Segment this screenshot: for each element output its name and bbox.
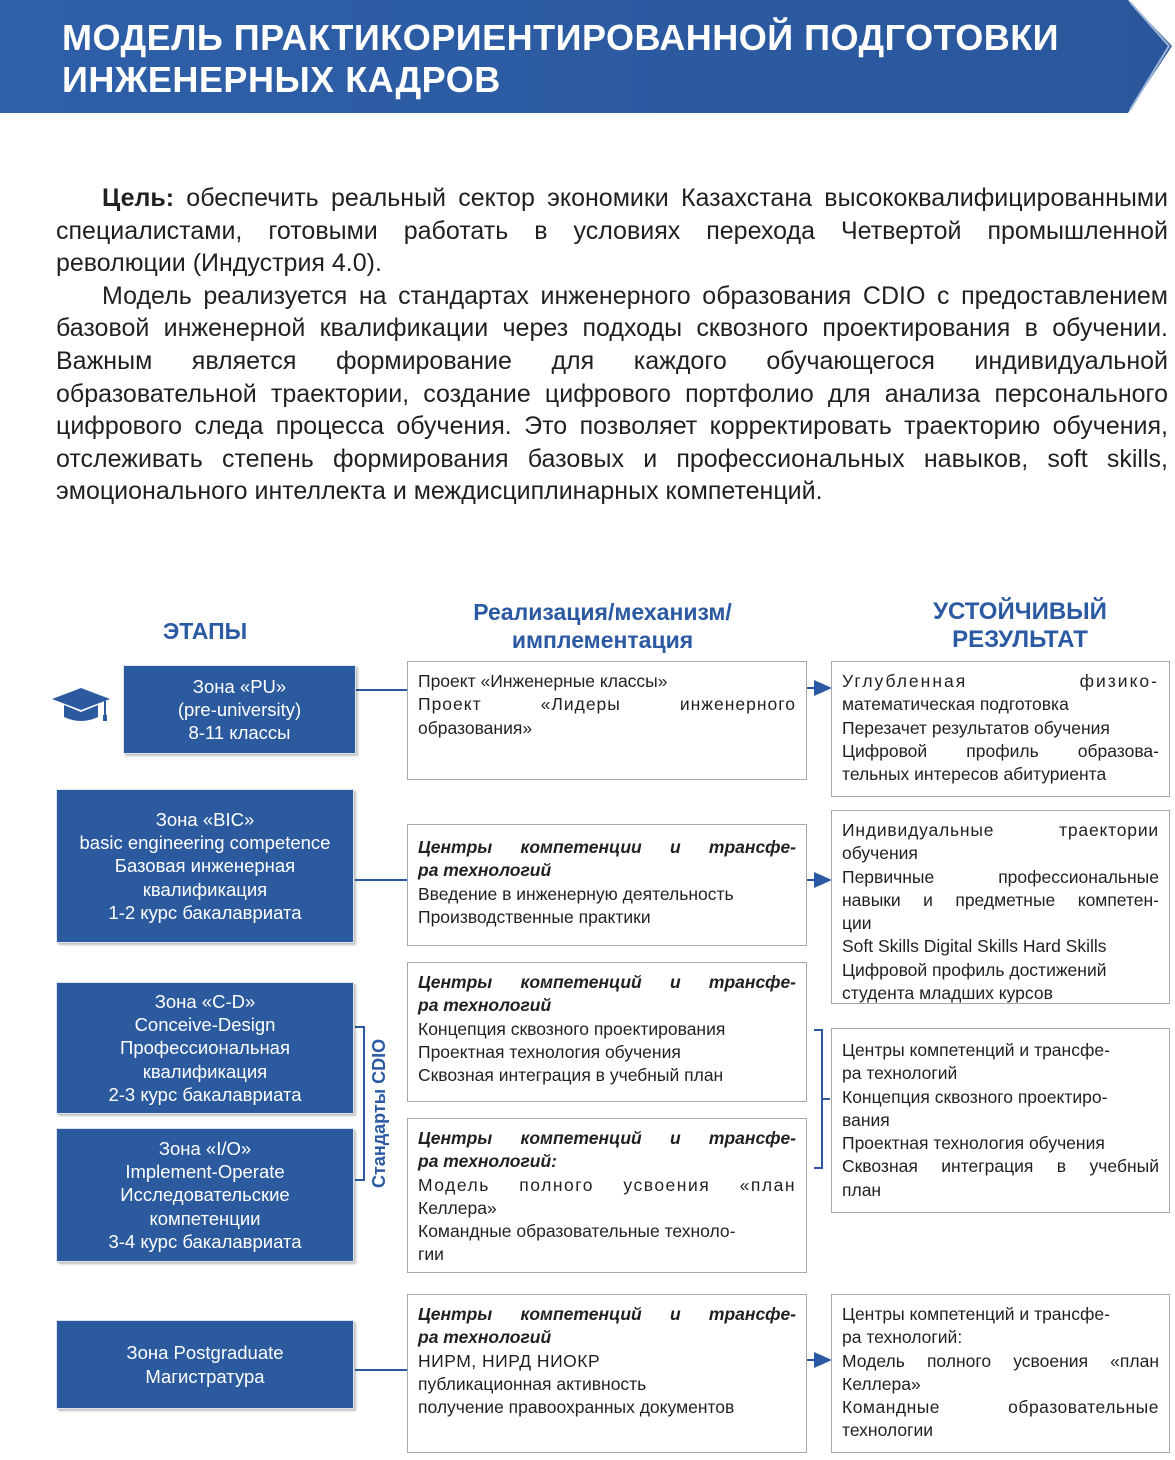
result-pu-line: Углубленная физико-	[842, 671, 1159, 691]
zone-pu-text: Зона «PU» (pre-university) 8-11 классы	[177, 675, 302, 744]
zone-postgraduate-text: Зона Postgraduate Магистратура	[126, 1342, 284, 1387]
result-cdio-line: план	[842, 1179, 882, 1200]
mechanism-cd-line: Концепция сквозного проектирования	[418, 1018, 726, 1039]
result-bic-line: Индивидуальные траектории	[842, 820, 1159, 840]
mechanism-pg-line: Центры компетенций и трансфе-	[418, 1304, 796, 1324]
zone-postgraduate	[56, 1320, 354, 1409]
stages-heading-text: ЭТАПЫ	[162, 618, 248, 644]
result-box-pu	[831, 661, 1170, 797]
mechanism-box-cd	[407, 962, 807, 1102]
result-pu-line: Цифровой профиль образова-	[842, 740, 1159, 761]
result-pg-line: ра технологий:	[842, 1327, 963, 1348]
result-cdio-line: ра технологий	[842, 1063, 958, 1084]
mechanism-io-line: Командные образовательные техноло-	[418, 1221, 736, 1242]
result-bic-line: ции	[842, 913, 872, 934]
result-pu-line: тельных интересов абитуриента	[842, 764, 1107, 785]
zone-io-text: Зона «I/O» Implement-Operate Исследовательские компетенции 3-4 курс бакалавриата	[108, 1137, 302, 1252]
mechanism-heading-line2: имплементация	[511, 627, 694, 653]
result-pu-line: математическая подготовка	[842, 694, 1069, 715]
zone-io	[56, 1128, 354, 1262]
mechanism-box-io	[407, 1118, 807, 1273]
result-cdio-line: вания	[842, 1109, 890, 1130]
mechanism-box-pu	[407, 661, 807, 780]
result-pg-line: Центры компетенций и трансфе-	[842, 1304, 1110, 1324]
result-box-postgraduate	[831, 1294, 1170, 1453]
model-paragraph: Модель реализуется на стандартах инженерного образования CDIO с предоставлением базовой инженерной квалификации через подходы сквозного проектирования в обучении. Важным является формирование для каждого обучающегося индивидуальной образовательной траектории, создание цифрового портфолио для анализа персонального цифрового следа процесса обучения. Это позволяет корректировать траекторию обучения, отслеживать степень формирования базовых и профессиональных навыков, soft skills, эмоционального интеллекта и междисциплинарных компетенций.	[56, 281, 1168, 506]
cdio-bracket-left	[355, 1027, 364, 1180]
mechanism-pu-line: Проект «Лидеры инженерного	[418, 694, 796, 715]
result-heading-line1: УСТОЙЧИВЫЙ	[933, 598, 1107, 625]
cdio-bracket-right	[814, 1030, 822, 1168]
zone-cd-text: Зона «C-D» Conceive-Design Профессиональная квалификация 2-3 курс бакалавриата	[108, 990, 302, 1105]
result-cdio-line: Сквозная интеграция в учебный	[842, 1156, 1159, 1177]
page-title: МОДЕЛЬ ПРАКТИКОРИЕНТИРОВАННОЙ ПОДГОТОВКИ ИНЖЕНЕРНЫХ КАДРОВ	[62, 17, 1060, 100]
result-pg-line: Келлера»	[842, 1373, 921, 1394]
mechanism-pu-line: образования»	[418, 717, 533, 738]
result-bic-line: обучения	[842, 843, 918, 864]
zone-pu	[123, 665, 356, 754]
result-pg-line: технологии	[842, 1420, 934, 1441]
result-bic-line: Цифровой профиль достижений	[842, 959, 1107, 980]
result-pg-line: Модель полного усвоения «план	[842, 1350, 1159, 1371]
mechanism-bic-line: ра технологий	[418, 860, 552, 881]
mechanism-heading-line1: Реализация/механизм/	[473, 599, 732, 625]
mechanism-cd-line: Центры компетенций и трансфе-	[418, 972, 796, 992]
zone-cd	[56, 982, 354, 1114]
result-bic-line: Soft Skills Digital Skills Hard Skills	[842, 936, 1107, 957]
goal-text: обеспечить реальный сектор экономики Казахстана высококвалифицированными специалистами, готовыми работать в условиях перехода Четвертой промышленной революции (Индустрия 4.0).	[56, 184, 1168, 278]
mechanism-cd-line: ра технологий	[418, 995, 552, 1016]
result-bic-line: студента младших курсов	[842, 983, 1053, 1004]
mechanism-box-postgraduate	[407, 1294, 807, 1453]
mechanism-cd-line: Проектная технология обучения	[418, 1041, 681, 1062]
mechanism-io-line: Центры компетенций и трансфе-	[418, 1128, 796, 1148]
mechanism-box-bic	[407, 824, 807, 946]
zone-bic-text: Зона «BIC» basic engineering competence Базовая инженерная квалификация 1-2 курс бакалавриата	[79, 808, 331, 923]
mechanism-io-line: ра технологий:	[418, 1151, 558, 1172]
result-cdio-line: Центры компетенций и трансфе-	[842, 1040, 1110, 1060]
goal-label: Цель:	[102, 184, 175, 212]
mechanism-pg-line: получение правоохранных документов	[418, 1397, 735, 1418]
result-box-bic	[831, 810, 1170, 1004]
mechanism-bic-line: Центры компетенции и трансфе-	[418, 837, 796, 857]
result-bic-line: Первичные профессиональные	[842, 866, 1159, 887]
mechanism-bic-line: Введение в инженерную деятельность	[418, 883, 734, 904]
zone-bic	[56, 789, 354, 943]
cdio-standards-label: Стандарты CDIO	[369, 1038, 389, 1188]
mechanism-io-line: Модель полного усвоения «план	[418, 1174, 796, 1195]
mechanism-pg-line: ра технологий	[418, 1327, 552, 1348]
result-cdio-line: Проектная технология обучения	[842, 1133, 1105, 1154]
mechanism-cd-line: Сквозная интеграция в учебный план	[418, 1065, 724, 1086]
mechanism-io-line: гии	[418, 1244, 444, 1265]
result-pu-line: Перезачет результатов обучения	[842, 717, 1110, 738]
graduation-cap-icon	[50, 686, 112, 726]
mechanism-pg-line: публикационная активность	[418, 1373, 647, 1394]
mechanism-bic-line: Производственные практики	[418, 906, 651, 927]
result-cdio-line: Концепция сквозного проектиро-	[842, 1086, 1108, 1107]
mechanism-io-line: Келлера»	[418, 1197, 497, 1218]
result-bic-line: навыки и предметные компетен-	[842, 889, 1159, 910]
result-box-cdio	[831, 1028, 1170, 1213]
mechanism-pu-line: Проект «Инженерные классы»	[418, 671, 668, 691]
mechanism-pg-line: НИРМ, НИРД НИОКР	[418, 1350, 601, 1371]
result-pg-line: Командные образовательные	[842, 1397, 1159, 1418]
result-heading-line2: РЕЗУЛЬТАТ	[952, 626, 1088, 653]
